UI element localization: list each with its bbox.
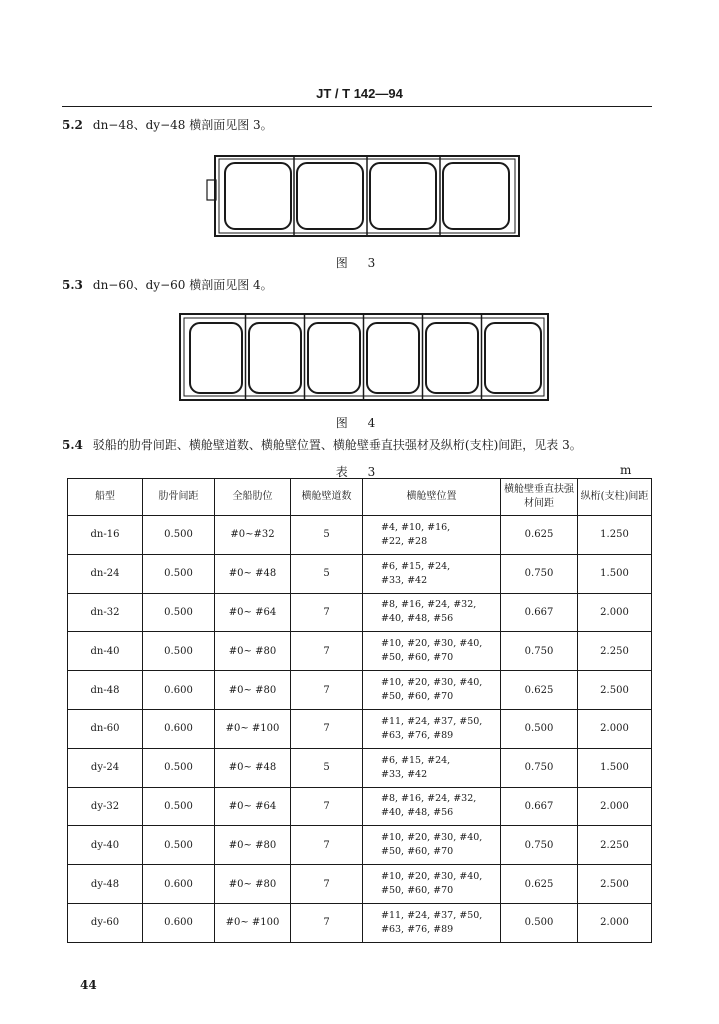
page-header: JT / T 142—94: [316, 86, 403, 101]
cell-ship-type: dn-24: [68, 554, 143, 593]
cell-frame-positions: #0~ #48: [215, 748, 291, 787]
cell-stiffener-spacing: 0.500: [501, 903, 578, 942]
section-text: 驳船的肋骨间距、横舱壁道数、横舱壁位置、横舱壁垂直扶强材及纵桁(支柱)间距，见表 3。: [92, 438, 582, 452]
figure-3-cross-section: [205, 150, 527, 240]
cell-frame-spacing: 0.600: [143, 671, 215, 710]
cell-bulkhead-positions: [363, 632, 501, 671]
cell-girder-spacing: 2.250: [578, 826, 652, 865]
figure-4-caption: 图 4: [335, 416, 384, 430]
cell-ship-type: dn-48: [68, 671, 143, 710]
cell-stiffener-spacing: 0.750: [501, 632, 578, 671]
cell-bulkhead-positions: [363, 787, 501, 826]
cell-bulkhead-count: 7: [291, 903, 363, 942]
table-unit: m: [620, 463, 632, 477]
cell-frame-positions: #0~ #48: [215, 554, 291, 593]
header-frame-positions: 全船肋位: [215, 479, 291, 516]
page-number: 44: [80, 978, 97, 992]
cell-bulkhead-positions: [363, 671, 501, 710]
cell-girder-spacing: 2.000: [578, 709, 652, 748]
table-row: [68, 903, 652, 942]
cell-frame-spacing: 0.500: [143, 632, 215, 671]
cell-bulkhead-count: 7: [291, 671, 363, 710]
cell-girder-spacing: 2.500: [578, 865, 652, 904]
cell-frame-spacing: 0.600: [143, 865, 215, 904]
header-rule: [62, 106, 652, 107]
bulkhead-positions-line-2: #63, #76, #89: [381, 923, 454, 935]
bulkhead-positions-line-2: #50, #60, #70: [381, 885, 454, 897]
cell-ship-type: dn-40: [68, 632, 143, 671]
cell-stiffener-spacing: 0.750: [501, 826, 578, 865]
cell-frame-positions: #0~ #100: [215, 709, 291, 748]
table-row: [68, 516, 652, 555]
bulkhead-positions-line-2: #22, #28: [381, 535, 428, 547]
bulkhead-positions-line-2: #50, #60, #70: [381, 691, 454, 703]
cell-ship-type: dy-32: [68, 787, 143, 826]
cell-bulkhead-positions: [363, 903, 501, 942]
cell-bulkhead-count: 7: [291, 787, 363, 826]
bulkhead-positions-line-1: #10, #20, #30, #40,: [381, 677, 483, 689]
table-3: [67, 478, 652, 943]
header-girder-spacing: 纵桁(支柱)间距: [578, 479, 652, 516]
table-row: [68, 826, 652, 865]
cell-stiffener-spacing: 0.750: [501, 554, 578, 593]
bulkhead-positions-line-1: #4, #10, #16,: [381, 521, 451, 533]
section-number: 5.4: [62, 438, 83, 452]
section-text: dn−48、dy−48 横剖面见图 3。: [92, 118, 273, 132]
cell-stiffener-spacing: 0.667: [501, 593, 578, 632]
cell-frame-spacing: 0.600: [143, 903, 215, 942]
table-row: [68, 865, 652, 904]
cell-ship-type: dy-24: [68, 748, 143, 787]
section-5-2: [62, 116, 273, 133]
table-row: [68, 593, 652, 632]
cell-girder-spacing: 1.500: [578, 554, 652, 593]
bulkhead-positions-line-1: #10, #20, #30, #40,: [381, 871, 483, 883]
cell-bulkhead-count: 5: [291, 554, 363, 593]
section-number: 5.2: [62, 118, 83, 132]
cell-stiffener-spacing: 0.500: [501, 709, 578, 748]
bulkhead-positions-line-2: #33, #42: [381, 768, 428, 780]
cell-frame-spacing: 0.500: [143, 748, 215, 787]
bulkhead-positions-line-2: #50, #60, #70: [381, 846, 454, 858]
cell-girder-spacing: 2.000: [578, 593, 652, 632]
section-text: dn−60、dy−60 横剖面见图 4。: [92, 278, 273, 292]
table-row: [68, 709, 652, 748]
cell-bulkhead-positions: [363, 748, 501, 787]
table-row: [68, 554, 652, 593]
bulkhead-positions-line-1: #6, #15, #24,: [381, 754, 451, 766]
cell-girder-spacing: 2.000: [578, 903, 652, 942]
cell-ship-type: dn-32: [68, 593, 143, 632]
cell-bulkhead-count: 5: [291, 748, 363, 787]
bulkhead-positions-line-1: #8, #16, #24, #32,: [381, 599, 477, 611]
cell-bulkhead-count: 7: [291, 826, 363, 865]
cell-bulkhead-count: 7: [291, 593, 363, 632]
cell-frame-spacing: 0.500: [143, 826, 215, 865]
cell-bulkhead-positions: [363, 865, 501, 904]
cell-bulkhead-positions: [363, 826, 501, 865]
bulkhead-positions-line-2: #40, #48, #56: [381, 613, 454, 625]
cell-frame-positions: #0~ #64: [215, 787, 291, 826]
cell-ship-type: dn-16: [68, 516, 143, 555]
cell-frame-spacing: 0.600: [143, 709, 215, 748]
header-frame-spacing: 肋骨间距: [143, 479, 215, 516]
cell-ship-type: dy-40: [68, 826, 143, 865]
cell-bulkhead-positions: [363, 709, 501, 748]
section-5-4: [62, 436, 582, 453]
section-number: 5.3: [62, 278, 83, 292]
cell-frame-positions: #0~ #80: [215, 632, 291, 671]
cell-bulkhead-count: 5: [291, 516, 363, 555]
cell-bulkhead-count: 7: [291, 709, 363, 748]
cell-frame-positions: #0~ #64: [215, 593, 291, 632]
cell-bulkhead-positions: [363, 516, 501, 555]
bulkhead-positions-line-1: #10, #20, #30, #40,: [381, 638, 483, 650]
cell-girder-spacing: 2.250: [578, 632, 652, 671]
cell-stiffener-spacing: 0.625: [501, 516, 578, 555]
cell-girder-spacing: 1.500: [578, 748, 652, 787]
cell-ship-type: dn-60: [68, 709, 143, 748]
cell-frame-spacing: 0.500: [143, 787, 215, 826]
bulkhead-positions-line-1: #8, #16, #24, #32,: [381, 793, 477, 805]
cell-frame-positions: #0~ #100: [215, 903, 291, 942]
bulkhead-positions-line-1: #10, #20, #30, #40,: [381, 832, 483, 844]
cell-bulkhead-count: 7: [291, 632, 363, 671]
cell-girder-spacing: 2.000: [578, 787, 652, 826]
table-row: [68, 671, 652, 710]
bulkhead-positions-line-2: #33, #42: [381, 574, 428, 586]
bulkhead-positions-line-1: #11, #24, #37, #50,: [381, 909, 483, 921]
cell-frame-spacing: 0.500: [143, 516, 215, 555]
figure-4-cross-section: [172, 308, 554, 404]
cell-stiffener-spacing: 0.750: [501, 748, 578, 787]
cell-girder-spacing: 1.250: [578, 516, 652, 555]
cell-frame-positions: #0~ #80: [215, 671, 291, 710]
header-bulkhead-positions: 横舱壁位置: [363, 479, 501, 516]
cell-frame-positions: #0~ #80: [215, 865, 291, 904]
bulkhead-positions-line-2: #63, #76, #89: [381, 729, 454, 741]
cell-stiffener-spacing: 0.667: [501, 787, 578, 826]
header-ship-type: 船型: [68, 479, 143, 516]
cell-frame-positions: #0~ #80: [215, 826, 291, 865]
cell-bulkhead-count: 7: [291, 865, 363, 904]
bulkhead-positions-line-2: #50, #60, #70: [381, 652, 454, 664]
bulkhead-positions-line-2: #40, #48, #56: [381, 807, 454, 819]
table-row: [68, 748, 652, 787]
header-bulkhead-count: 横舱壁道数: [291, 479, 363, 516]
cell-frame-spacing: 0.500: [143, 593, 215, 632]
cell-girder-spacing: 2.500: [578, 671, 652, 710]
table-row: [68, 632, 652, 671]
section-5-3: [62, 276, 273, 293]
cell-bulkhead-positions: [363, 554, 501, 593]
cell-ship-type: dy-48: [68, 865, 143, 904]
cell-frame-spacing: 0.500: [143, 554, 215, 593]
bulkhead-positions-line-1: #11, #24, #37, #50,: [381, 715, 483, 727]
bulkhead-positions-line-1: #6, #15, #24,: [381, 560, 451, 572]
cell-stiffener-spacing: 0.625: [501, 865, 578, 904]
figure-3-caption: 图 3: [335, 256, 384, 270]
cell-stiffener-spacing: 0.625: [501, 671, 578, 710]
cell-ship-type: dy-60: [68, 903, 143, 942]
cell-bulkhead-positions: [363, 593, 501, 632]
table-3-caption: 表 3: [335, 465, 384, 479]
cell-frame-positions: #0~#32: [215, 516, 291, 555]
table-header-row: [68, 479, 652, 516]
header-stiffener-spacing: 横舱壁垂直扶强材间距: [501, 479, 578, 516]
table-row: [68, 787, 652, 826]
